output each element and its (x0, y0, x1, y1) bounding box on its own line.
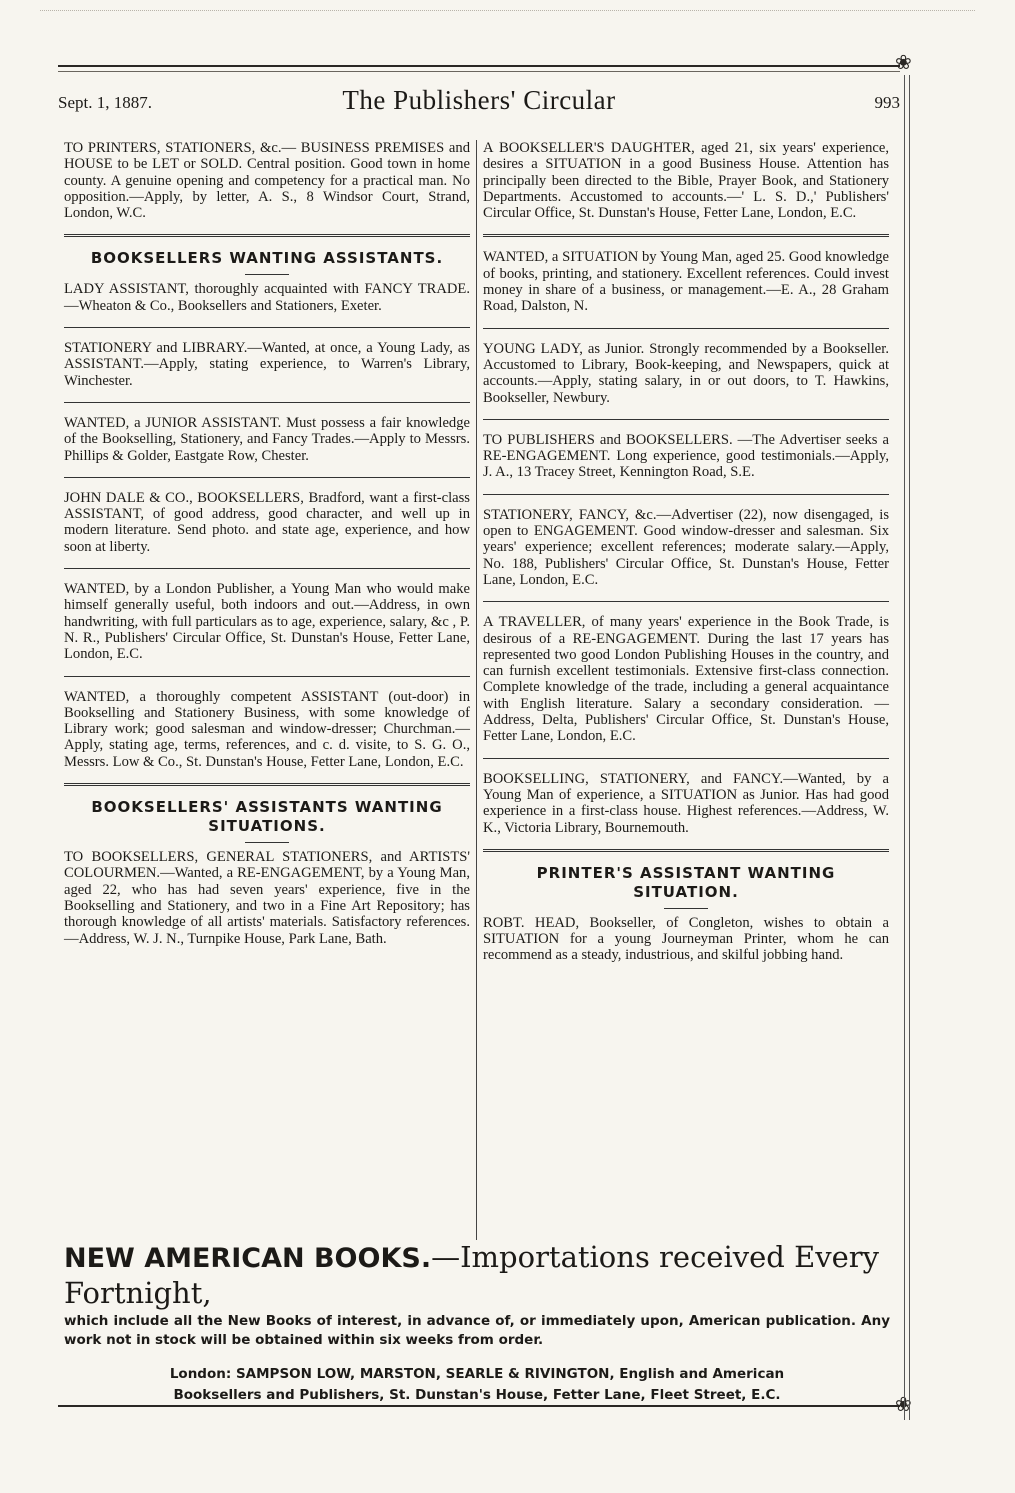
divider (64, 783, 470, 786)
divider (483, 849, 889, 852)
imprint (64, 1364, 890, 1406)
short-rule (664, 908, 708, 909)
short-rule (245, 842, 289, 843)
headline-bold: NEW AMERICAN BOOKS. (64, 1243, 432, 1274)
divider (64, 568, 470, 569)
ad-junior-assistant: WANTED, a JUNIOR ASSISTANT. Must possess a fair knowledge of the Bookselling, Stationery, and Fancy Trades.—Apply to Messrs. Phillips & Golder, Eastgate Row, Chester. (64, 414, 470, 464)
ad-bookselling-stationery: BOOKSELLING, STATIONERY, and FANCY.—Wanted, by a Young Man of experience, a SITUATION as Junior. Has had good experience in a first-class house. Highest references.—Address, W. K., Victoria Library, Bournemouth. (483, 770, 889, 836)
right-border-line-2 (909, 75, 910, 1420)
divider (64, 327, 470, 328)
divider (64, 477, 470, 478)
ad-young-lady-junior: YOUNG LADY, as Junior. Strongly recommended by a Bookseller. Accustomed to Library, Book-keeping, and Newspapers, quick at accounts.—Apply, stating salary, in or out doors, to T. Hawkins, Bookseller, Newbury. (483, 340, 889, 406)
bottom-advertisement (64, 1240, 890, 1406)
divider (483, 601, 889, 602)
ad-situation-young-man: WANTED, a SITUATION by Young Man, aged 25. Good knowledge of books, printing, and stationery. Excellent references. Could invest money in share of a business, or management.—E. A., 28 Graham Road, Dalston, N. (483, 249, 889, 315)
divider (483, 234, 889, 237)
divider (483, 328, 889, 329)
right-border-line (904, 75, 905, 1420)
headline-body: which include all the New Books of interest, in advance of, or immediately upon, American publication. Any work not in stock will be obtained within six weeks from order. (64, 1313, 890, 1348)
top-rule (58, 65, 900, 67)
ad-traveller: A TRAVELLER, of many years' experience in the Book Trade, is desirous of a RE-ENGAGEMENT. During the last 17 years has represented two good London Publishing Houses in the country, and can furnish excellent testimonials. Extensive first-class connection. Complete knowledge of the trade, including a general acquaintance with English literature. Salary a secondary consideration. — Address, Delta, Publishers' Circular Office, St. Dunstan's House, Fetter Lane, London, E.C. (483, 614, 889, 745)
ad-booksellers-daughter: A BOOKSELLER'S DAUGHTER, aged 21, six years' experience, desires a SITUATION in a good Business House. Attention has principally been directed to the Bible, Prayer Book, and Stationery Departments. Accustomed to accounts.—' L. S. D.,' Publishers' Circular Office, St. Dunstan's House, Fetter Lane, London, E.C. (483, 140, 889, 222)
section-heading-booksellers-wanting-assistants: BOOKSELLERS WANTING ASSISTANTS. (90, 249, 444, 268)
headline-rest: —Importations received Every Fortnight, (64, 1240, 880, 1310)
ad-robt-head: ROBT. HEAD, Bookseller, of Congleton, wishes to obtain a SITUATION for a young Journeyman Printer, whom he can recommend as a steady, industrious, and skilful jobbing hand. (483, 914, 889, 964)
divider (64, 676, 470, 677)
bottom-right-ornament-icon: ❀ (895, 1392, 912, 1416)
top-right-ornament-icon: ❀ (895, 50, 912, 74)
divider (64, 234, 470, 237)
page-number: 993 (874, 93, 900, 112)
section-heading-printers-assistant: PRINTER'S ASSISTANT WANTING SITUATION. (536, 863, 836, 901)
ad-to-printers: TO PRINTERS, STATIONERS, &c.— BUSINESS PREMISES and HOUSE to be LET or SOLD. Central position. Good town in home county. A genuine opening and competency for a practical man. No opposition.—Apply, by letter, A. S., 8 Windsor Court, Strand, London, W.C. (64, 140, 470, 222)
ad-to-booksellers-general-stationers: TO BOOKSELLERS, GENERAL STATIONERS, and ARTISTS' COLOURMEN.—Wanted, a RE-ENGAGEMENT, by a Young Man, aged 22, who has had seven years' experience, five in the Bookselling and Stationery, and two in a Fine Art Repository; has thorough knowledge of all artists' materials. Satisfactory references. —Address, W. J. N., Turnpike House, Park Lane, Bath. (64, 849, 470, 947)
divider (64, 402, 470, 403)
right-column (483, 140, 889, 964)
divider (483, 758, 889, 759)
column-separator (476, 140, 477, 1240)
top-rule-thin (58, 71, 900, 72)
imprint-line-2: Booksellers and Publishers, St. Dunstan's House, Fetter Lane, Fleet Street, E.C. (173, 1387, 781, 1403)
imprint-line-1: London: SAMPSON LOW, MARSTON, SEARLE & RIVINGTON, English and American (169, 1366, 785, 1382)
top-margin-noise (40, 10, 975, 37)
page-title: The Publishers' Circular (342, 85, 616, 115)
section-heading-assistants-wanting-situations: BOOKSELLERS' ASSISTANTS WANTING SITUATIONS. (91, 798, 443, 836)
ad-lady-assistant: LADY ASSISTANT, thoroughly acquainted with FANCY TRADE.—Wheaton & Co., Booksellers and Stationers, Exeter. (64, 281, 470, 314)
short-rule (245, 274, 289, 275)
divider (483, 419, 889, 420)
ad-john-dale: JOHN DALE & CO., BOOKSELLERS, Bradford, want a first-class ASSISTANT, of good address, good character, and well up in modern literature. Send photo. and state age, experience, and how soon at liberty. (64, 489, 470, 555)
header-date: Sept. 1, 1887. (58, 93, 152, 112)
page-header (58, 85, 900, 125)
divider (483, 494, 889, 495)
ad-london-publisher: WANTED, by a London Publisher, a Young Man who would make himself generally useful, both indoors and out.—Address, in own handwriting, with full particulars as to age, experience, salary, &c , P. N. R., Publishers' Circular Office, St. Dunstan's House, Fetter Lane, London, E.C. (64, 581, 470, 663)
ad-stationery-fancy: STATIONERY, FANCY, &c.—Advertiser (22), now disengaged, is open to ENGAGEMENT. Good window-dresser and salesman. Six years' experience; excellent references; moderate salary.—Apply, No. 188, Publishers' Circular Office, St. Dunstan's House, Fetter Lane, London, E.C. (483, 506, 889, 588)
bottom-rule (58, 1405, 900, 1407)
new-american-books-headline (64, 1240, 890, 1310)
ad-competent-assistant: WANTED, a thoroughly competent ASSISTANT (out-door) in Bookselling and Stationery Business, with some knowledge of Library work; good salesman and window-dresser; Churchman.—Apply, stating age, terms, references, and c. d. visite, to S. G. O., Messrs. Low & Co., St. Dunstan's House, Fetter Lane, London, E.C. (64, 688, 470, 770)
ad-to-publishers-booksellers: TO PUBLISHERS and BOOKSELLERS. —The Advertiser seeks a RE-ENGAGEMENT. Long experience, good testimonials.—Apply, J. A., 13 Tracey Street, Kennington Road, S.E. (483, 431, 889, 481)
ad-stationery-library: STATIONERY and LIBRARY.—Wanted, at once, a Young Lady, as ASSISTANT.—Apply, stating experience, to Warren's Library, Winchester. (64, 340, 470, 389)
left-column (64, 140, 470, 947)
